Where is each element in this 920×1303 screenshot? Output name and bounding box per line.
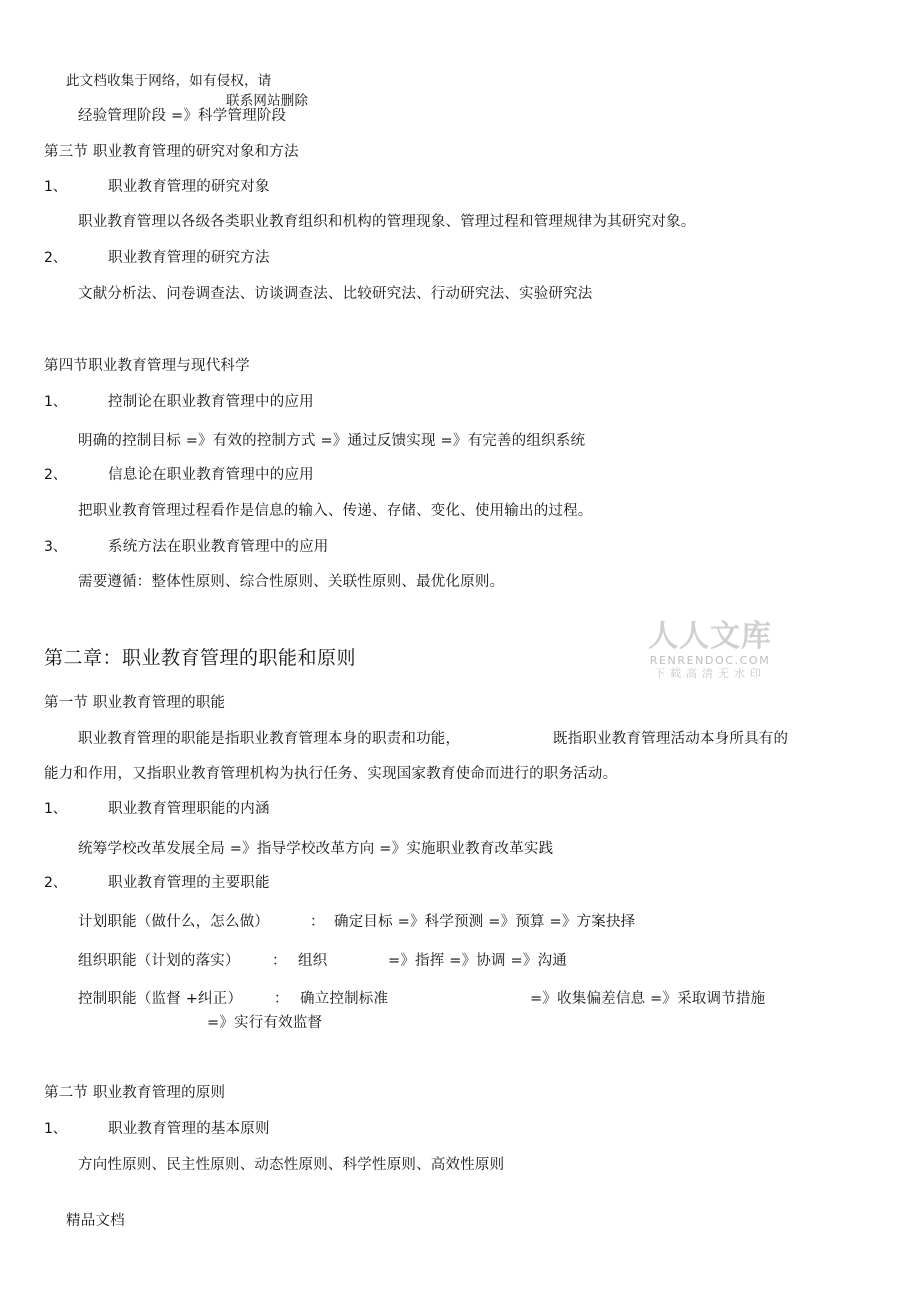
control-function-colon: ： bbox=[274, 991, 289, 1007]
section3-item1-number: 1、 bbox=[44, 179, 67, 195]
chapter2-section2-item1-title: 职业教育管理的基本原则 bbox=[108, 1121, 270, 1137]
section4-item3-body: 需要遵循：整体性原则、综合性原则、关联性原则、最优化原则。 bbox=[78, 574, 505, 590]
section4-item1-body: 明确的控制目标 =》有效的控制方式 =》通过反馈实现 =》有完善的组织系统 bbox=[78, 433, 586, 449]
organizing-function-first-step: 组织 bbox=[298, 953, 328, 969]
chapter2-section1-item2-number: 2、 bbox=[44, 875, 67, 891]
watermark-title: 人人文库 bbox=[648, 619, 772, 654]
chapter2-section1-item1-title: 职业教育管理职能的内涵 bbox=[108, 801, 270, 817]
copyright-notice-line2: 联系网站删除 bbox=[226, 93, 309, 109]
section4-item2-body: 把职业教育管理过程看作是信息的输入、传递、存储、变化、使用输出的过程。 bbox=[78, 503, 593, 519]
control-function-first-step: 确立控制标准 bbox=[300, 991, 389, 1007]
section4-item3-number: 3、 bbox=[44, 539, 67, 555]
section3-item2-body: 文献分析法、问卷调查法、访谈调查法、比较研究法、行动研究法、实验研究法 bbox=[78, 286, 593, 302]
renrendoc-watermark bbox=[645, 620, 775, 681]
chapter2-section1-item2-title: 职业教育管理的主要职能 bbox=[108, 875, 270, 891]
chapter2-section1-para-part2: 既指职业教育管理活动本身所具有的 bbox=[553, 731, 789, 747]
organizing-function-label: 组织职能（计划的落实） bbox=[78, 953, 240, 969]
footer-label: 精品文档 bbox=[66, 1213, 125, 1229]
planning-function-body: 确定目标 =》科学预测 =》预算 =》方案抉择 bbox=[334, 914, 636, 930]
section4-item1-title: 控制论在职业教育管理中的应用 bbox=[108, 394, 314, 410]
section3-item2-title: 职业教育管理的研究方法 bbox=[108, 250, 270, 266]
chapter2-title: 第二章：职业教育管理的职能和原则 bbox=[44, 647, 357, 669]
control-function-last-step: =》实行有效监督 bbox=[207, 1015, 323, 1031]
control-function-label: 控制职能（监督 +纠正） bbox=[78, 991, 243, 1007]
chapter2-section2-item1-body: 方向性原则、民主性原则、动态性原则、科学性原则、高效性原则 bbox=[78, 1157, 505, 1173]
chapter2-section1-item1-number: 1、 bbox=[44, 801, 67, 817]
planning-function-colon: ： bbox=[310, 914, 325, 930]
section3-item1-body: 职业教育管理以各级各类职业教育组织和机构的管理现象、管理过程和管理规律为其研究对象。 bbox=[78, 214, 696, 230]
chapter2-section2-item1-number: 1、 bbox=[44, 1121, 67, 1137]
chapter2-section1-para-part1: 职业教育管理的职能是指职业教育管理本身的职责和功能， bbox=[78, 731, 461, 747]
watermark-url: RENRENDOC.COM bbox=[649, 654, 771, 667]
control-function-steps: =》收集偏差信息 =》采取调节措施 bbox=[530, 991, 766, 1007]
chapter2-section1-para-line2: 能力和作用，又指职业教育管理机构为执行任务、实现国家教育使命而进行的职务活动。 bbox=[44, 766, 618, 782]
section4-item3-title: 系统方法在职业教育管理中的应用 bbox=[108, 539, 329, 555]
section3-item2-number: 2、 bbox=[44, 250, 67, 266]
chapter2-section1-item1-body: 统筹学校改革发展全局 =》指导学校改革方向 =》实施职业教育改革实践 bbox=[78, 841, 554, 857]
watermark-subtitle: 下载高清无水印 bbox=[654, 667, 766, 680]
organizing-function-colon: ： bbox=[272, 953, 287, 969]
chapter2-section1-title: 第一节 职业教育管理的职能 bbox=[44, 695, 226, 711]
section3-item1-title: 职业教育管理的研究对象 bbox=[108, 179, 270, 195]
section3-title: 第三节 职业教育管理的研究对象和方法 bbox=[44, 144, 299, 160]
section4-item2-number: 2、 bbox=[44, 467, 67, 483]
section4-item2-title: 信息论在职业教育管理中的应用 bbox=[108, 467, 314, 483]
copyright-notice-line1: 此文档收集于网络，如有侵权，请 bbox=[66, 73, 272, 89]
section4-item1-number: 1、 bbox=[44, 394, 67, 410]
section4-title: 第四节职业教育管理与现代科学 bbox=[44, 358, 250, 374]
organizing-function-steps: =》指挥 =》协调 =》沟通 bbox=[388, 953, 567, 969]
planning-function-label: 计划职能（做什么，怎么做） bbox=[78, 914, 270, 930]
management-stage-line: 经验管理阶段 =》科学管理阶段 bbox=[78, 108, 287, 124]
chapter2-section2-title: 第二节 职业教育管理的原则 bbox=[44, 1085, 226, 1101]
